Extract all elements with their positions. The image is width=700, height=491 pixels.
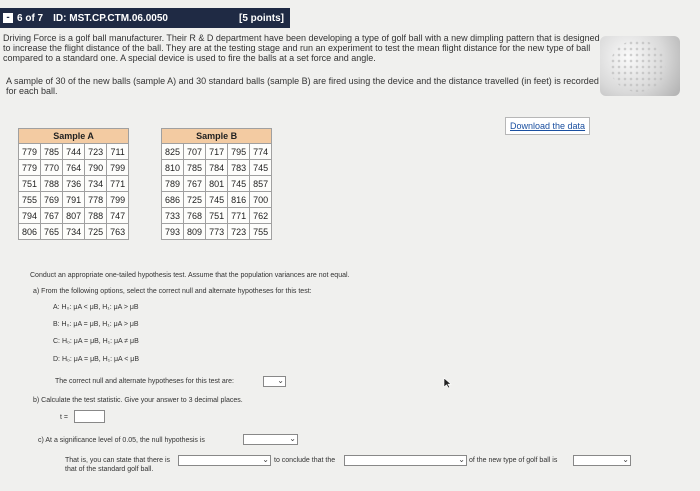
table-cell: 795: [228, 144, 250, 160]
conclusion-text-2: to conclude that the: [274, 457, 336, 464]
table-cell: 810: [162, 160, 184, 176]
sample-b-title: Sample B: [162, 129, 272, 144]
conclusion-text-4: that of the standard golf ball.: [65, 466, 154, 473]
option-a: A: H₀: μA < μB, H₁: μA > μB: [53, 304, 139, 311]
table-cell: 711: [107, 144, 129, 160]
table-row: [19, 208, 129, 224]
question-id: ID: MST.CP.CTM.06.0050: [53, 12, 168, 24]
table-cell: 734: [85, 176, 107, 192]
conclusion-text-3: of the new type of golf ball is: [469, 457, 558, 464]
table-row: [19, 160, 129, 176]
table-cell: 789: [162, 176, 184, 192]
question-points: [5 points]: [239, 12, 284, 24]
chevron-down-icon: ⌄: [277, 376, 284, 385]
parameter-select[interactable]: [344, 455, 467, 466]
sample-a-table: [18, 128, 129, 240]
table-cell: 763: [107, 224, 129, 240]
hypotheses-answer-label: The correct null and alternate hypotheses for this test are:: [55, 378, 234, 385]
comparison-select[interactable]: [573, 455, 631, 466]
table-cell: 794: [19, 208, 41, 224]
chevron-down-icon: ⌄: [622, 455, 629, 464]
table-cell: 806: [19, 224, 41, 240]
table-cell: 725: [184, 192, 206, 208]
table-row: [19, 192, 129, 208]
chevron-down-icon: ⌄: [289, 434, 296, 443]
part-a-prompt: a) From the following options, select the correct null and alternate hypotheses for this test:: [33, 288, 312, 295]
table-cell: 769: [41, 192, 63, 208]
table-cell: 747: [107, 208, 129, 224]
collapse-icon[interactable]: -: [3, 13, 13, 23]
download-data-link[interactable]: Download the data: [505, 117, 590, 135]
table-cell: 762: [250, 208, 272, 224]
table-cell: 799: [107, 192, 129, 208]
table-cell: 779: [19, 160, 41, 176]
table-cell: 791: [63, 192, 85, 208]
table-cell: 745: [250, 160, 272, 176]
question-header: [0, 8, 290, 28]
table-cell: 801: [206, 176, 228, 192]
part-b-prompt: b) Calculate the test statistic. Give your answer to 3 decimal places.: [33, 397, 243, 404]
table-cell: 751: [19, 176, 41, 192]
table-cell: 770: [41, 160, 63, 176]
table-cell: 809: [184, 224, 206, 240]
table-row: [162, 208, 272, 224]
table-cell: 793: [162, 224, 184, 240]
table-cell: 783: [228, 160, 250, 176]
table-cell: 816: [228, 192, 250, 208]
option-d: D: H₀: μA = μB, H₁: μA < μB: [53, 356, 139, 363]
table-cell: 767: [41, 208, 63, 224]
instruction-text: Conduct an appropriate one-tailed hypothesis test. Assume that the population variances are not equal.: [30, 272, 350, 279]
table-cell: 825: [162, 144, 184, 160]
conclusion-text-1: That is, you can state that there is: [65, 457, 171, 464]
table-row: [162, 176, 272, 192]
table-row: [19, 224, 129, 240]
table-cell: 779: [19, 144, 41, 160]
part-c-prompt: c) At a significance level of 0.05, the null hypothesis is: [38, 437, 205, 444]
table-row: [19, 176, 129, 192]
question-number: 6 of 7: [17, 12, 44, 24]
table-cell: 725: [85, 224, 107, 240]
table-row: [162, 144, 272, 160]
table-cell: 768: [184, 208, 206, 224]
table-cell: 773: [206, 224, 228, 240]
table-cell: 785: [41, 144, 63, 160]
table-cell: 807: [63, 208, 85, 224]
table-cell: 707: [184, 144, 206, 160]
null-hypothesis-select[interactable]: [243, 434, 298, 445]
evidence-select[interactable]: [178, 455, 271, 466]
hypotheses-select[interactable]: [263, 376, 286, 387]
table-row: [162, 192, 272, 208]
table-cell: 717: [206, 144, 228, 160]
table-cell: 745: [228, 176, 250, 192]
table-row: [162, 224, 272, 240]
table-cell: 686: [162, 192, 184, 208]
table-cell: 771: [228, 208, 250, 224]
test-statistic-input[interactable]: [74, 410, 105, 423]
table-cell: 771: [107, 176, 129, 192]
mouse-cursor-icon: [443, 377, 453, 389]
table-cell: 755: [250, 224, 272, 240]
table-cell: 755: [19, 192, 41, 208]
table-cell: 857: [250, 176, 272, 192]
table-cell: 765: [41, 224, 63, 240]
chevron-down-icon: ⌄: [262, 455, 269, 464]
intro-text: Driving Force is a golf ball manufacturer. Their R & D department have been developing a type of golf ball with a new dimpling pattern that is designed to increase the flight distance of the ball. They are at the testing stage and run an experiment to test the mean flight distance for the new type of ball compared to a standard one. A special device is used to fire the balls at a set force and angle.: [3, 33, 600, 63]
table-cell: 784: [206, 160, 228, 176]
chevron-down-icon: ⌄: [458, 455, 465, 464]
table-cell: 774: [250, 144, 272, 160]
table-cell: 785: [184, 160, 206, 176]
table-cell: 751: [206, 208, 228, 224]
table-cell: 799: [107, 160, 129, 176]
golf-ball-image: [600, 36, 680, 96]
table-cell: 700: [250, 192, 272, 208]
table-cell: 788: [85, 208, 107, 224]
option-b: B: H₀: μA = μB, H₁: μA > μB: [53, 321, 139, 328]
t-label: t =: [60, 414, 68, 421]
table-cell: 767: [184, 176, 206, 192]
table-cell: 744: [63, 144, 85, 160]
table-cell: 788: [41, 176, 63, 192]
table-cell: 764: [63, 160, 85, 176]
table-cell: 778: [85, 192, 107, 208]
table-cell: 734: [63, 224, 85, 240]
table-cell: 745: [206, 192, 228, 208]
option-c: C: H₀: μA = μB, H₁: μA ≠ μB: [53, 338, 139, 345]
table-cell: 723: [85, 144, 107, 160]
table-row: [19, 144, 129, 160]
table-row: [162, 160, 272, 176]
sample-description: A sample of 30 of the new balls (sample A) and 30 standard balls (sample B) are fired using the device and the distance travelled (in feet) is recorded for each ball.: [6, 76, 599, 96]
table-cell: 790: [85, 160, 107, 176]
sample-b-table: [161, 128, 272, 240]
table-cell: 723: [228, 224, 250, 240]
sample-a-title: Sample A: [19, 129, 129, 144]
table-cell: 736: [63, 176, 85, 192]
table-cell: 733: [162, 208, 184, 224]
